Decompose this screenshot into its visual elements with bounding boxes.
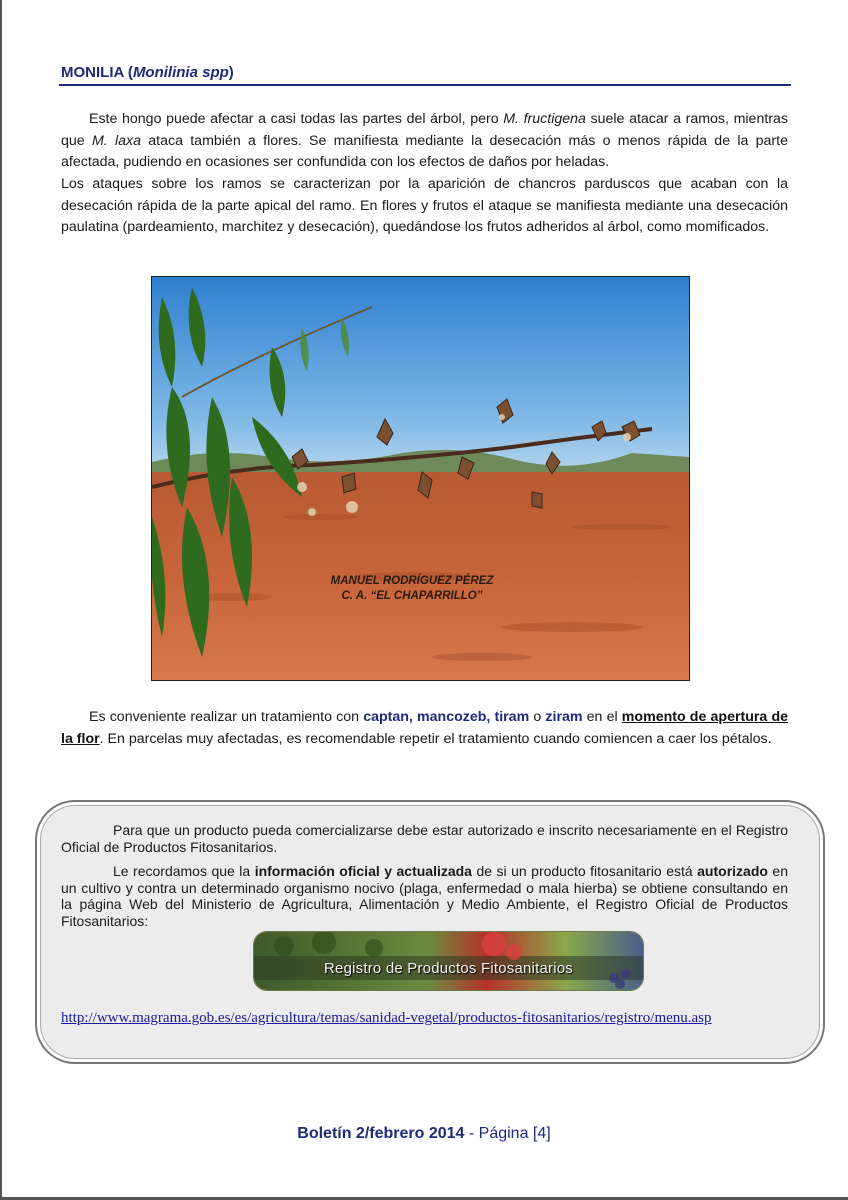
monilia-branch-photo <box>151 276 690 681</box>
banner-label: Registro de Productos Fitosanitarios <box>324 960 573 977</box>
section-heading: MONILIA (Monilinia spp) <box>61 64 234 81</box>
intro-paragraph: Este hongo puede afectar a casi todas las partes del árbol, pero M. fructigena suele atacar a ramos, mientras que M. laxa ataca también a flores. Se manifiesta mediante la desecación más o menos rápida de la parte afectada, pudiendo en ocasiones ser confundida con los efectos de daños por heladas. <box>61 111 788 170</box>
symptoms-paragraph: Los ataques sobre los ramos se caracterizan por la aparición de chancros parduscos que acaban con la desecación rápida de la parte apical del ramo. En flores y frutos el ataque se manifiesta mediante una desecación paulatina (pardeamiento, marchitez y desecación), quedándose los frutos adheridos al árbol, como momificados. <box>61 176 788 235</box>
notice-paragraph-1: Para que un producto pueda comercializarse debe estar autorizado e inscrito necesariamente en el Registro Oficial de Productos Fitosanitarios. <box>61 822 788 855</box>
page-footer: Boletín 2/febrero 2014 - Página [4] <box>297 1125 551 1142</box>
registro-url-link[interactable]: http://www.magrama.gob.es/es/agricultura/temas/sanidad-vegetal/productos-fitosanitarios/registro/menu.asp <box>61 1010 712 1026</box>
registro-fitosanitarios-banner[interactable] <box>253 931 644 991</box>
page-border-left <box>0 0 2 1200</box>
heading-underline <box>59 84 791 86</box>
photo-credit: MANUEL RODRÍGUEZ PÉREZ C. A. “EL CHAPARRILLO” <box>330 575 494 602</box>
notice-paragraph-2: Le recordamos que la información oficial y actualizada de si un producto fitosanitario está autorizado en un cultivo y contra un determinado organismo nocivo (plaga, enfermedad o mala hierba) se obtiene consultando en la página Web del Ministerio de Agricultura, Alimentación y Medio Ambiente, el Registro Oficial de Productos Fitosanitarios: <box>61 863 788 929</box>
treatment-paragraph: Es conveniente realizar un tratamiento con captan, mancozeb, tiram o ziram en el momento de apertura de la flor. En parcelas muy afectadas, es recomendable repetir el tratamiento cuando comiencen a caer los pétalos. <box>61 709 789 747</box>
